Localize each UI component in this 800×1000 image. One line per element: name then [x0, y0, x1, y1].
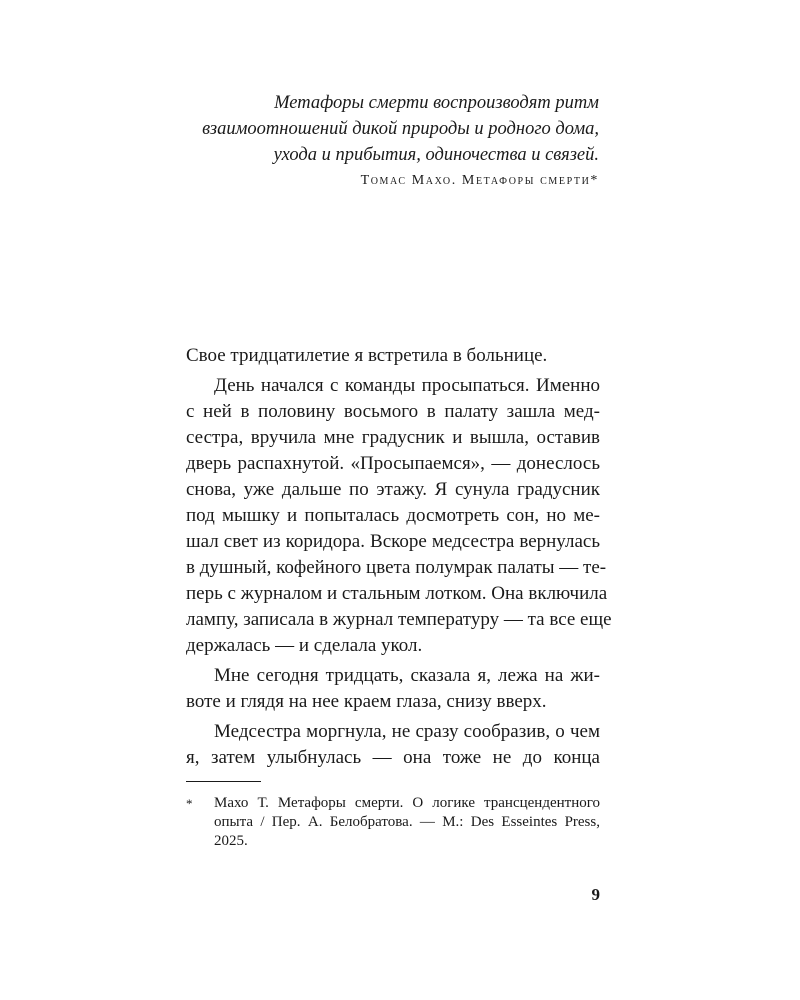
footnote-marker: * [186, 796, 193, 811]
text-line: Медсестра моргнула, не сразу сообразив, о чем [214, 721, 600, 742]
text-line: перь с журналом и стальным лотком. Она включила [186, 583, 608, 604]
epigraph-line: взаимоотношений дикой природы и родного дома, [202, 119, 599, 139]
footnote-body [214, 794, 600, 851]
footnote-divider [186, 781, 261, 782]
text-line: под мышку и попыталась досмотреть сон, но ме- [186, 505, 600, 526]
footnote [186, 794, 600, 851]
footnote-line: 2025. [214, 833, 248, 849]
epigraph [186, 90, 599, 189]
footnote-line: опыта / Пер. А. Белобратова. — М.: Des Esseintes Press, [214, 814, 600, 830]
text-line: я, затем улыбнулась — она тоже не до конца [186, 747, 600, 768]
text-line: шал свет из коридора. Вскоре медсестра вернулась [186, 531, 600, 552]
epigraph-line: ухода и прибытия, одиночества и связей. [273, 145, 599, 165]
epigraph-source: Томас Махо. Метафоры смерти* [360, 173, 599, 188]
text-line: сестра, вручила мне градусник и вышла, оставив [186, 427, 600, 448]
text-line: держалась — и сделала укол. [186, 635, 423, 656]
text-line: воте и глядя на нее краем глаза, снизу вверх. [186, 691, 547, 712]
footnote-line: Махо Т. Метафоры смерти. О логике трансцендентного [214, 795, 600, 811]
epigraph-line: Метафоры смерти воспроизводят ритм [274, 93, 599, 113]
text-line: День начался с команды просыпаться. Именно [214, 375, 600, 396]
text-line: Свое тридцатилетие я встретила в больнице. [186, 345, 548, 366]
text-line: снова, уже дальше по этажу. Я сунула градусник [186, 479, 600, 500]
text-line: с ней в половину восьмого в палату зашла мед- [186, 401, 600, 422]
text-line: в душный, кофейного цвета полумрак палаты — те- [186, 557, 607, 578]
text-line: лампу, записала в журнал температуру — та все еще [186, 609, 612, 630]
text-line: Мне сегодня тридцать, сказала я, лежа на жи- [214, 665, 600, 686]
text-line: дверь распахнутой. «Просыпаемся», — донеслось [186, 453, 600, 474]
body-text [186, 343, 612, 771]
page-number: 9 [591, 885, 600, 904]
